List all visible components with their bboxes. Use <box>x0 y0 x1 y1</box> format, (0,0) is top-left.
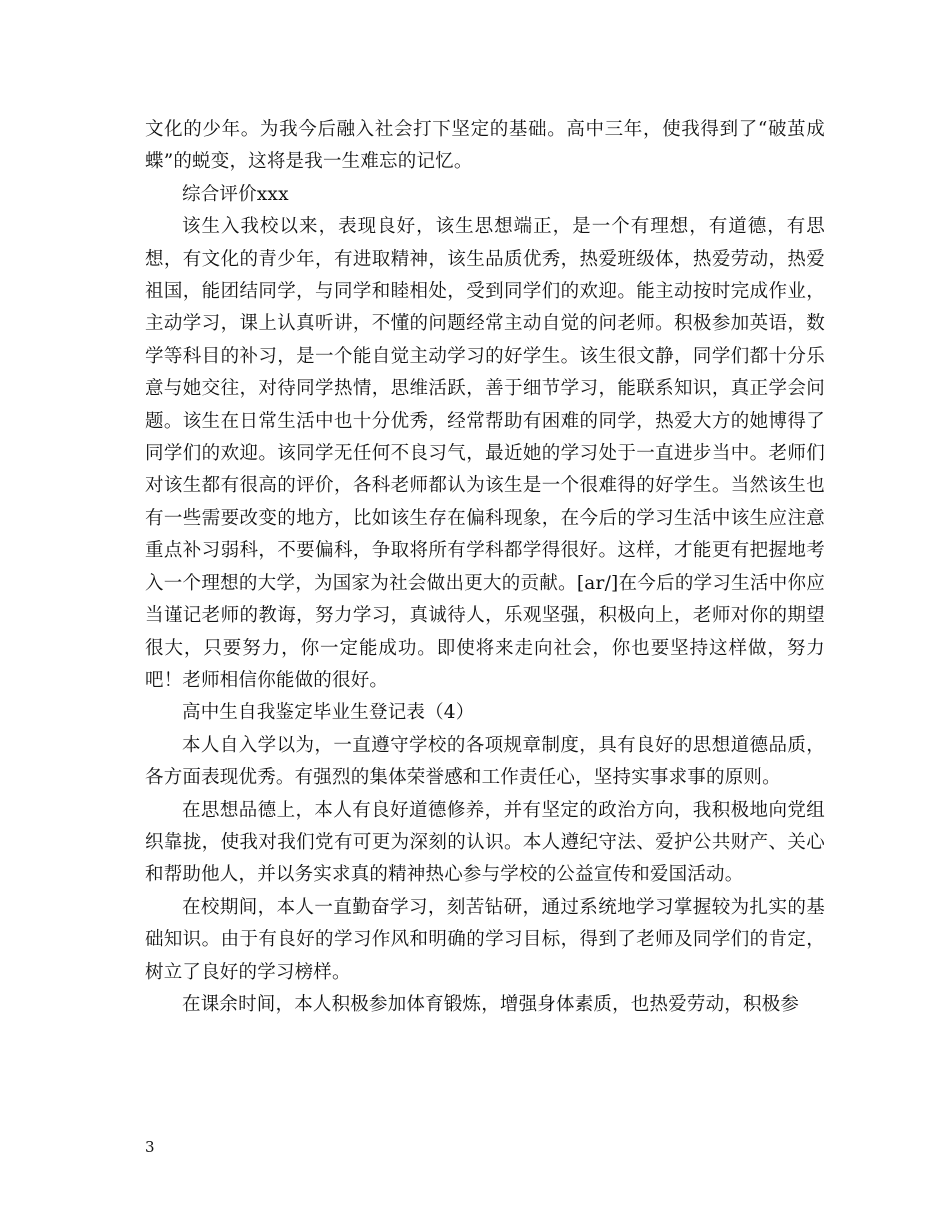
section-heading-overall-evaluation: 综合评价xxx <box>182 183 289 205</box>
page-number: 3 <box>145 1138 155 1156</box>
paragraph-self-introduction: 本人自入学以为，一直遵守学校的各项规章制度，具有良好的思想道德品质，各方面表现优秀。有强烈的集体荣誉感和工作责任心，坚持实事求事的原则。 <box>145 734 825 789</box>
section-heading-registration-form: 高中生自我鉴定毕业生登记表（4） <box>182 702 475 724</box>
paragraph-evaluation: 该生入我校以来，表现良好，该生思想端正，是一个有理想，有道德，有思想，有文化的青少年，有进取精神，该生品质优秀，热爱班级体，热爱劳动，热爱祖国，能团结同学，与同学和睦相处，受到同学们的欢迎。能主动按时完成作业，主动学习，课上认真听讲，不懂的问题经常主动自觉的问老师。积极参加英语，数学等科目的补习，是一个能自觉主动学习的好学生。该生很文静，同学们都十分乐意与她交往，对待同学热情，思维活跃，善于细节学习，能联系知识，真正学会问题。该生在日常生活中也十分优秀，经常帮助有困难的同学，热爱大方的她博得了同学们的欢迎。该同学无任何不良习气，最近她的学习处于一直进步当中。老师们对该生都有很高的评价，各科老师都认为该生是一个很难得的好学生。当然该生也有一些需要改变的地方，比如该生存在偏科现象，在今后的学习生活中该生应注意重点补习弱科，不要偏科，争取将所有学科都学得很好。这样，才能更有把握地考入一个理想的大学，为国家为社会做出更大的贡献。[ar/]在今后的学习生活中你应当谨记老师的教诲，努力学习，真诚待人，乐观坚强，积极向上，老师对你的期望很大，只要努力，你一定能成功。即使将来走向社会，你也要坚持这样做，努力吧！老师相信你能做的很好。 <box>145 216 825 691</box>
paragraph-study: 在校期间，本人一直勤奋学习，刻苦钻研，通过系统地学习掌握较为扎实的基础知识。由于有良好的学习作风和明确的学习目标，得到了老师及同学们的肯定，树立了良好的学习榜样。 <box>145 896 825 983</box>
paragraph-moral-character: 在思想品德上，本人有良好道德修养，并有坚定的政治方向，我积极地向党组织靠拢，使我对我们党有可更为深刻的认识。本人遵纪守法、爱护公共财产、关心和帮助他人，并以务实求真的精神热心参与学校的公益宣传和爱国活动。 <box>145 799 825 886</box>
paragraph-1: 文化的少年。为我今后融入社会打下坚定的基础。高中三年，使我得到了“破茧成蝶”的蜕变，这将是我一生难忘的记忆。 <box>145 119 825 173</box>
document-body <box>145 114 825 1021</box>
paragraph-extracurricular: 在课余时间，本人积极参加体育锻炼，增强身体素质，也热爱劳动，积极参 <box>182 993 800 1015</box>
